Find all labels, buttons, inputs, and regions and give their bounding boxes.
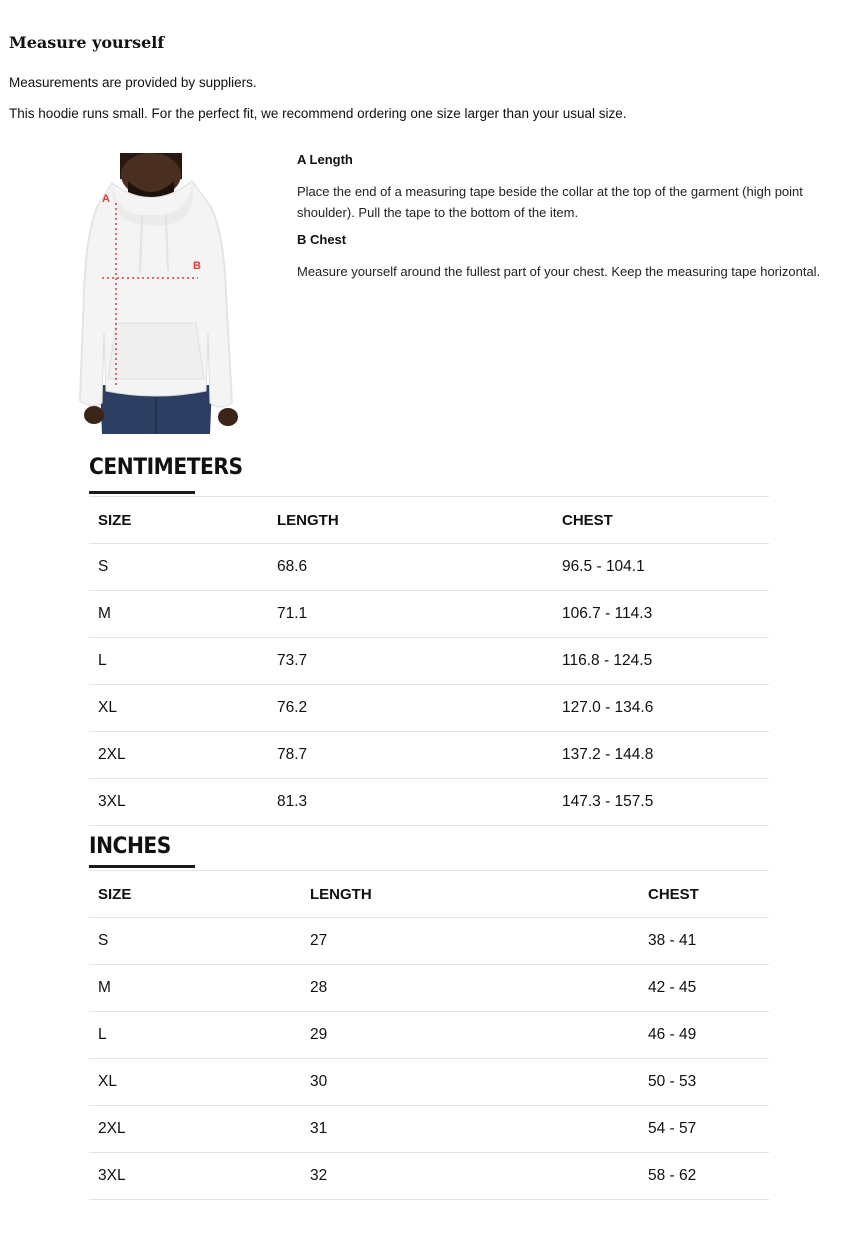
chest-cell: 106.7 - 114.3 <box>553 591 769 638</box>
length-instruction: Place the end of a measuring tape beside the collar at the top of the garment (high point shoulder). Pull the tape to the bottom of the item. <box>297 184 803 220</box>
chest-cell: 116.8 - 124.5 <box>553 638 769 685</box>
length-cell: 28 <box>301 965 639 1012</box>
hoodie-measure-image <box>72 153 242 434</box>
length-cell: 68.6 <box>268 544 553 591</box>
page-title: Measure yourself <box>9 33 165 52</box>
marker-b-label: B <box>193 260 201 272</box>
table-row <box>89 1153 769 1200</box>
marker-a-label: A <box>102 193 110 205</box>
fit-note: This hoodie runs small. For the perfect fit, we recommend ordering one size larger than your usual size. <box>9 106 627 121</box>
size-cell: S <box>89 918 301 965</box>
chest-cell: 54 - 57 <box>639 1106 769 1153</box>
chest-cell: 137.2 - 144.8 <box>553 732 769 779</box>
size-cell: 3XL <box>89 1153 301 1200</box>
chest-heading: B Chest <box>297 232 347 247</box>
table-row <box>89 918 769 965</box>
table-row <box>89 685 769 732</box>
size-column-header: SIZE <box>89 871 301 918</box>
size-cell: 3XL <box>89 779 268 826</box>
table-header-row <box>89 871 769 918</box>
table-row <box>89 544 769 591</box>
chest-cell: 96.5 - 104.1 <box>553 544 769 591</box>
centimeters-heading: CENTIMETERS <box>89 455 243 480</box>
chest-cell: 42 - 45 <box>639 965 769 1012</box>
chest-cell: 50 - 53 <box>639 1059 769 1106</box>
chest-cell: 127.0 - 134.6 <box>553 685 769 732</box>
table-row <box>89 1059 769 1106</box>
centimeters-table <box>89 496 769 826</box>
chest-cell: 147.3 - 157.5 <box>553 779 769 826</box>
inches-heading: INCHES <box>89 834 171 859</box>
size-cell: M <box>89 591 268 638</box>
inches-table <box>89 870 769 1200</box>
suppliers-note: Measurements are provided by suppliers. <box>9 75 257 90</box>
size-cell: S <box>89 544 268 591</box>
table-row <box>89 638 769 685</box>
size-cell: 2XL <box>89 1106 301 1153</box>
size-cell: M <box>89 965 301 1012</box>
table-row <box>89 1106 769 1153</box>
length-cell: 31 <box>301 1106 639 1153</box>
table-header-row <box>89 497 769 544</box>
chest-cell: 38 - 41 <box>639 918 769 965</box>
size-cell: XL <box>89 685 268 732</box>
chest-instruction: Measure yourself around the fullest part of your chest. Keep the measuring tape horizontal. <box>297 264 821 279</box>
centimeters-underline <box>89 491 195 494</box>
size-cell: 2XL <box>89 732 268 779</box>
chest-column-header: CHEST <box>639 871 769 918</box>
length-column-header: LENGTH <box>268 497 553 544</box>
table-row <box>89 591 769 638</box>
table-row <box>89 1012 769 1059</box>
table-row <box>89 779 769 826</box>
length-cell: 30 <box>301 1059 639 1106</box>
inches-underline <box>89 865 195 868</box>
chest-cell: 58 - 62 <box>639 1153 769 1200</box>
table-row <box>89 732 769 779</box>
chest-cell: 46 - 49 <box>639 1012 769 1059</box>
length-cell: 81.3 <box>268 779 553 826</box>
size-cell: L <box>89 1012 301 1059</box>
length-cell: 27 <box>301 918 639 965</box>
length-cell: 71.1 <box>268 591 553 638</box>
length-column-header: LENGTH <box>301 871 639 918</box>
length-heading: A Length <box>297 152 353 167</box>
length-cell: 32 <box>301 1153 639 1200</box>
length-cell: 29 <box>301 1012 639 1059</box>
measurement-instructions <box>297 150 832 282</box>
length-cell: 73.7 <box>268 638 553 685</box>
length-cell: 76.2 <box>268 685 553 732</box>
size-cell: XL <box>89 1059 301 1106</box>
size-cell: L <box>89 638 268 685</box>
length-cell: 78.7 <box>268 732 553 779</box>
size-column-header: SIZE <box>89 497 268 544</box>
table-row <box>89 965 769 1012</box>
chest-column-header: CHEST <box>553 497 769 544</box>
